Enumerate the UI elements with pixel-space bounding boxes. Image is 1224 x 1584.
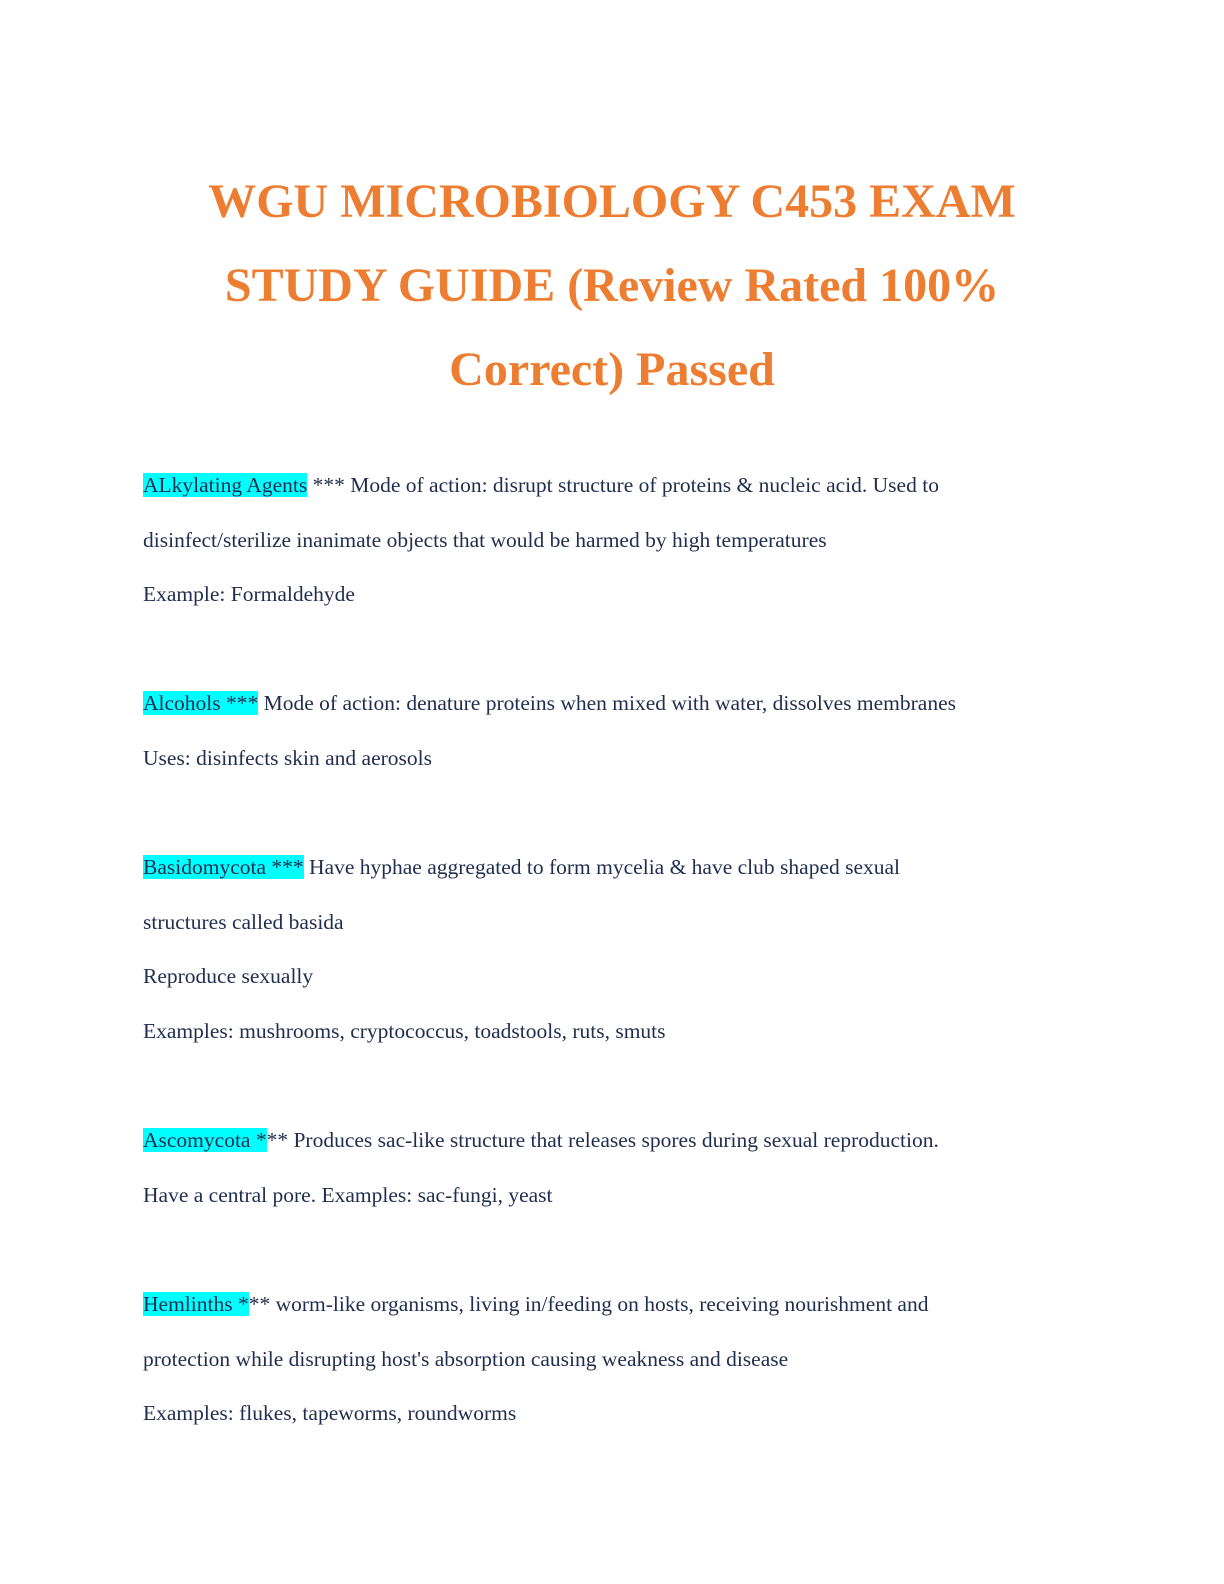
entry-first-line (143, 1113, 1083, 1168)
entry-spacer (143, 786, 1083, 841)
highlighted-term: Basidomycota *** (143, 855, 304, 880)
title-line-3: Correct) Passed (449, 343, 775, 396)
title-line-2: STUDY GUIDE (Review Rated 100% (224, 259, 1000, 312)
entry-alcohols (143, 676, 1083, 785)
title-line-1: WGU MICROBIOLOGY C453 EXAM (208, 175, 1016, 228)
highlighted-term: ALkylating Agents (143, 473, 308, 497)
entry-first-line (143, 840, 1083, 895)
entry-definition-start: ** worm-like organisms, living in/feeding on hosts, receiving nourishment and (248, 1291, 929, 1316)
entry-line: Reproduce sexually (143, 964, 314, 989)
entry-line: protection while disrupting host's absorption causing weakness and disease (143, 1346, 789, 1371)
entry-spacer (143, 622, 1083, 677)
entry-ascomycota (143, 1113, 1083, 1222)
entry-first-line (143, 458, 1083, 513)
entry-definition-start: Mode of action: denature proteins when mixed with water, dissolves membranes (258, 691, 956, 716)
entry-line: structures called basida (143, 909, 344, 934)
entry-hemlinths (143, 1277, 1083, 1441)
document-title (0, 160, 1224, 412)
entry-alkylating-agents (143, 458, 1083, 622)
entry-definition-start: Have hyphae aggregated to form mycelia & have club shaped sexual (303, 855, 901, 880)
entry-line: Examples: flukes, tapeworms, roundworms (143, 1401, 517, 1426)
highlighted-term: Ascomycota * (143, 1128, 267, 1153)
study-guide-body (143, 458, 1083, 1441)
entry-first-line (143, 1277, 1083, 1332)
entry-spacer (143, 1222, 1083, 1277)
entry-definition-start: *** Mode of action: disrupt structure of proteins & nucleic acid. Used to (307, 473, 939, 497)
entry-definition-start: ** Produces sac-like structure that releases spores during sexual reproduction. (266, 1128, 939, 1153)
entry-line: Uses: disinfects skin and aerosols (143, 745, 433, 770)
entry-line: Example: Formaldehyde (143, 582, 355, 607)
entry-basidomycota (143, 840, 1083, 1058)
entry-line: Have a central pore. Examples: sac-fungi, yeast (143, 1182, 553, 1207)
entry-line: disinfect/sterilize inanimate objects that would be harmed by high temperatures (143, 527, 827, 552)
entry-line: Examples: mushrooms, cryptococcus, toadstools, ruts, smuts (143, 1018, 666, 1043)
highlighted-term: Hemlinths * (143, 1291, 249, 1316)
entry-spacer (143, 1059, 1083, 1114)
entry-first-line (143, 676, 1083, 731)
highlighted-term: Alcohols *** (143, 691, 259, 716)
